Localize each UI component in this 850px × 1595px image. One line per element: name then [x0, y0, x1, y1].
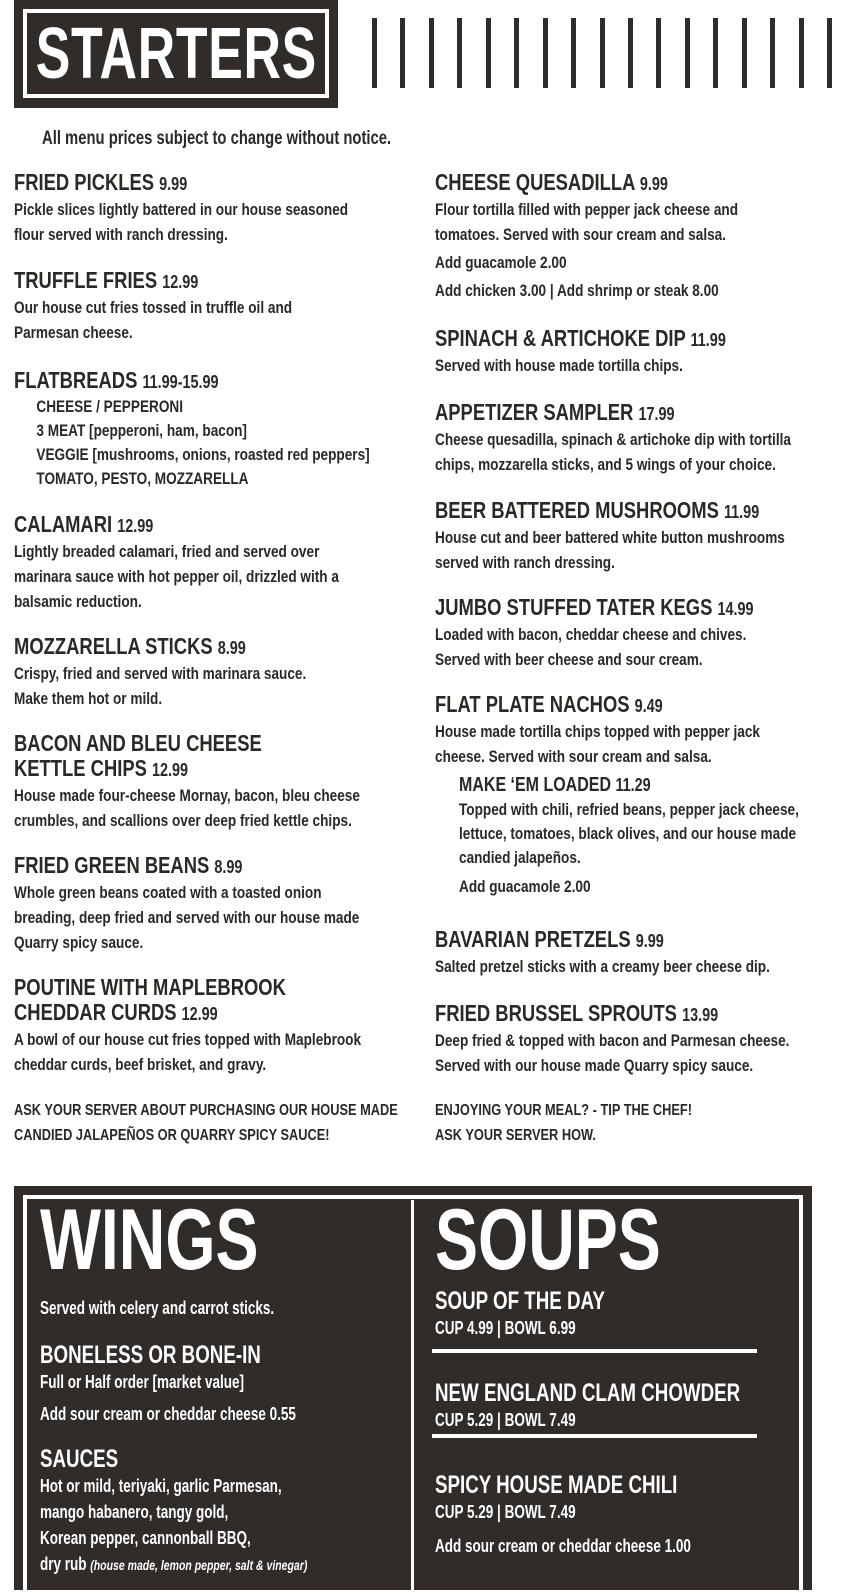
- wings-item: BONELESS OR BONE-IN: [40, 1341, 261, 1369]
- menu-item: [14, 268, 414, 345]
- item-name: MOZZARELLA STICKS: [14, 633, 213, 659]
- menu-item: [435, 400, 835, 477]
- item-name: TRUFFLE FRIES: [14, 267, 158, 293]
- footer-note: [14, 1098, 398, 1148]
- item-description: tomatoes. Served with sour cream and salsa.: [435, 225, 726, 244]
- item-title: [14, 170, 414, 197]
- item-name: CHEDDAR CURDS: [14, 999, 177, 1025]
- sauces-line: mango habanero, tangy gold,: [40, 1502, 229, 1522]
- menu-item: [14, 170, 414, 247]
- menu-item: [14, 634, 414, 711]
- item-title: [14, 512, 414, 539]
- item-price: 8.99: [214, 857, 243, 877]
- item-title: [435, 595, 835, 622]
- item-price: 12.99: [162, 272, 199, 292]
- item-description: Crispy, fried and served with marinara sauce.: [14, 664, 307, 683]
- item-title: [14, 368, 414, 395]
- wings-title: WINGS: [40, 1192, 259, 1288]
- soup-divider: [432, 1434, 757, 1438]
- option: 3 MEAT [pepperoni, ham, bacon]: [36, 421, 247, 440]
- item-description: Make them hot or mild.: [14, 689, 163, 708]
- item-description: Topped with chili, refried beans, pepper jack cheese,: [459, 800, 799, 819]
- item-title: [435, 326, 835, 353]
- note-line: ASK YOUR SERVER HOW.: [435, 1127, 596, 1144]
- note-line: ENJOYING YOUR MEAL? - TIP THE CHEF!: [435, 1102, 692, 1119]
- menu-item: [435, 1001, 835, 1078]
- item-addon: Add guacamole 2.00: [435, 253, 567, 272]
- item-description: crumbles, and scallions over deep fried kettle chips.: [14, 811, 352, 830]
- item-description: balsamic reduction.: [14, 592, 142, 611]
- item-title: [435, 498, 835, 525]
- menu-item: [435, 692, 835, 899]
- note-line: CANDIED JALAPEÑOS OR QUARRY SPICY SAUCE!: [14, 1127, 330, 1144]
- soup-name: SPICY HOUSE MADE CHILI: [435, 1471, 678, 1499]
- item-name: KETTLE CHIPS: [14, 755, 147, 781]
- wings-section: [40, 1192, 430, 1578]
- menu-item: [14, 368, 414, 491]
- soup-extra: Add sour cream or cheddar cheese 1.00: [435, 1536, 691, 1556]
- item-description: Served with beer cheese and sour cream.: [435, 650, 703, 669]
- soups-section: [435, 1192, 825, 1559]
- soup-price: CUP 4.99 | BOWL 6.99: [435, 1318, 576, 1338]
- menu-item: [14, 975, 414, 1077]
- item-name: MAKE ‘EM LOADED: [459, 774, 611, 796]
- item-description: flour served with ranch dressing.: [14, 225, 228, 244]
- note-line: ASK YOUR SERVER ABOUT PURCHASING OUR HOUSE MADE: [14, 1102, 398, 1119]
- item-description: marinara sauce with hot pepper oil, drizzled with a: [14, 567, 339, 586]
- item-title: [435, 692, 835, 719]
- item-description: breading, deep fried and served with our house made: [14, 908, 360, 927]
- item-title: [435, 927, 835, 954]
- loaded-option: [435, 773, 835, 899]
- soup-price: CUP 5.29 | BOWL 7.49: [435, 1502, 576, 1522]
- soup-price: CUP 5.29 | BOWL 7.49: [435, 1410, 576, 1430]
- item-title: [14, 268, 414, 295]
- item-description: Served with house made tortilla chips.: [435, 356, 683, 375]
- item-description: chips, mozzarella sticks, and 5 wings of your choice.: [435, 455, 776, 474]
- item-name: POUTINE WITH MAPLEBROOK: [14, 974, 286, 1000]
- sauces-line: Hot or mild, teriyaki, garlic Parmesan,: [40, 1476, 282, 1496]
- soup-name: NEW ENGLAND CLAM CHOWDER: [435, 1379, 741, 1407]
- option: CHEESE / PEPPERONI: [36, 397, 184, 416]
- wings-intro: Served with celery and carrot sticks.: [40, 1298, 275, 1318]
- item-title: [435, 170, 835, 197]
- item-name: SPINACH & ARTICHOKE DIP: [435, 325, 686, 351]
- section-title: STARTERS: [35, 13, 317, 94]
- item-name: FRIED BRUSSEL SPROUTS: [435, 1000, 677, 1026]
- item-description: Lightly breaded calamari, fried and served over: [14, 542, 320, 561]
- item-description: A bowl of our house cut fries topped with Maplebrook: [14, 1030, 362, 1049]
- price-notice: All menu prices subject to change without notice.: [42, 128, 392, 149]
- item-title: [435, 1001, 835, 1028]
- item-description: Parmesan cheese.: [14, 323, 133, 342]
- item-title: [459, 773, 835, 798]
- menu-item: [435, 927, 835, 979]
- item-price: 11.99: [723, 502, 760, 522]
- item-name: BAVARIAN PRETZELS: [435, 926, 631, 952]
- wings-item-desc: Full or Half order [market value]: [40, 1372, 245, 1392]
- item-name: FRIED PICKLES: [14, 169, 155, 195]
- starters-header: [14, 0, 338, 108]
- menu-item: [435, 498, 835, 575]
- item-name: FLAT PLATE NACHOS: [435, 691, 630, 717]
- item-name: BACON AND BLEU CHEESE: [14, 730, 262, 756]
- item-description: Our house cut fries tossed in truffle oil and: [14, 298, 293, 317]
- item-description: candied jalapeños.: [459, 848, 581, 867]
- footer-note: [435, 1098, 692, 1148]
- decorative-stripes: [372, 18, 832, 88]
- item-description: House cut and beer battered white button mushrooms: [435, 528, 785, 547]
- item-price: 17.99: [638, 404, 675, 424]
- item-description: Whole green beans coated with a toasted onion: [14, 883, 322, 902]
- item-name: CHEESE QUESADILLA: [435, 169, 635, 195]
- item-price: 9.99: [159, 174, 188, 194]
- option: TOMATO, PESTO, MOZZARELLA: [36, 469, 249, 488]
- item-name: BEER BATTERED MUSHROOMS: [435, 497, 719, 523]
- item-price: 12.99: [152, 760, 189, 780]
- sauces-line: dry rub: [40, 1554, 87, 1574]
- menu-item: [14, 731, 414, 833]
- item-title: [14, 634, 414, 661]
- item-description: Cheese quesadilla, spinach & artichoke dip with tortilla: [435, 430, 791, 449]
- item-description: lettuce, tomatoes, black olives, and our house made: [459, 824, 797, 843]
- item-price: 12.99: [181, 1004, 218, 1024]
- item-description: Pickle slices lightly battered in our house seasoned: [14, 200, 349, 219]
- sauces-title: SAUCES: [40, 1445, 119, 1473]
- item-description: House made tortilla chips topped with pepper jack: [435, 722, 760, 741]
- item-price: 8.99: [217, 638, 246, 658]
- item-name: FLATBREADS: [14, 367, 138, 393]
- item-price: 9.49: [634, 696, 663, 716]
- option: VEGGIE [mushrooms, onions, roasted red peppers]: [36, 445, 370, 464]
- item-name: CALAMARI: [14, 511, 113, 537]
- item-price: 11.99: [690, 330, 726, 350]
- item-price: 12.99: [117, 516, 154, 536]
- item-title: [435, 400, 835, 427]
- item-title: [14, 853, 414, 880]
- item-description: Served with our house made Quarry spicy sauce.: [435, 1056, 754, 1075]
- soup-name: SOUP OF THE DAY: [435, 1287, 605, 1315]
- item-description: Salted pretzel sticks with a creamy beer cheese dip.: [435, 957, 770, 976]
- wings-extra: Add sour cream or cheddar cheese 0.55: [40, 1404, 296, 1424]
- menu-item: [14, 512, 414, 614]
- item-description: Loaded with bacon, cheddar cheese and chives.: [435, 625, 747, 644]
- item-description: Flour tortilla filled with pepper jack cheese and: [435, 200, 739, 219]
- item-name: FRIED GREEN BEANS: [14, 852, 210, 878]
- menu-item: [435, 326, 835, 378]
- item-price: 9.99: [635, 931, 664, 951]
- item-addon: Add guacamole 2.00: [459, 877, 591, 896]
- item-price: 11.99-15.99: [142, 372, 219, 392]
- item-name: JUMBO STUFFED TATER KEGS: [435, 594, 713, 620]
- menu-item: [14, 853, 414, 955]
- flatbread-options: [14, 395, 414, 491]
- item-name: APPETIZER SAMPLER: [435, 399, 634, 425]
- item-title: [14, 756, 414, 783]
- item-addon: Add chicken 3.00 | Add shrimp or steak 8.00: [435, 281, 719, 300]
- menu-item: [435, 595, 835, 672]
- sauces-line: Korean pepper, cannonball BBQ,: [40, 1528, 251, 1548]
- sauce-note: (house made, lemon pepper, salt & vinegar): [90, 1557, 308, 1573]
- item-title: [14, 1000, 414, 1027]
- item-price: 9.99: [639, 174, 668, 194]
- soup-divider: [432, 1349, 757, 1353]
- item-price: 13.99: [682, 1005, 719, 1025]
- item-price: 14.99: [717, 599, 754, 619]
- menu-item: [435, 170, 835, 303]
- item-description: cheddar curds, beef brisket, and gravy.: [14, 1055, 267, 1074]
- item-description: served with ranch dressing.: [435, 553, 615, 572]
- item-description: House made four-cheese Mornay, bacon, bleu cheese: [14, 786, 360, 805]
- soups-title: SOUPS: [435, 1192, 661, 1288]
- item-description: Quarry spicy sauce.: [14, 933, 144, 952]
- item-description: cheese. Served with sour cream and salsa.: [435, 747, 712, 766]
- item-description: Deep fried & topped with bacon and Parmesan cheese.: [435, 1031, 790, 1050]
- item-price: 11.29: [615, 775, 651, 795]
